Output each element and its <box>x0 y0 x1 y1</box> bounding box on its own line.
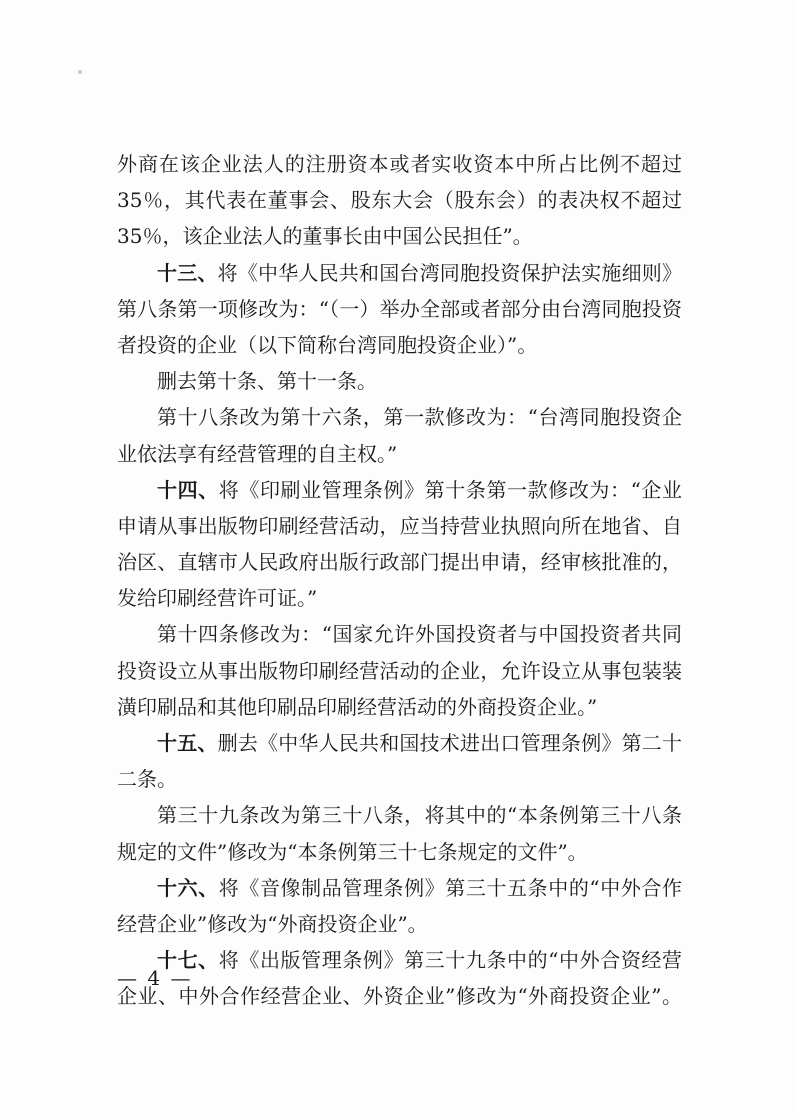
text-line: 第八条第一项修改为：“（一）举办全部或者部分由台湾同胞投资 <box>117 296 682 321</box>
text-line: 第十八条改为第十六条，第一款修改为：“台湾同胞投资企 <box>157 405 682 430</box>
text-line: 企业、中外合作经营企业、外资企业”修改为“外商投资企业”。 <box>117 984 682 1009</box>
text-line: 者投资的企业（以下简称台湾同胞投资企业）”。 <box>117 332 538 357</box>
text-line: 规定的文件”修改为“本条例第三十七条规定的文件”。 <box>117 839 588 864</box>
text-line: 潢印刷品和其他印刷品印刷经营活动的外商投资企业。” <box>117 694 598 719</box>
page-number: — 4 — <box>117 966 193 990</box>
text-line: 业依法享有经营管理的自主权。” <box>117 441 398 466</box>
text-line: 35％，其代表在董事会、股东大会（股东会）的表决权不超过 <box>117 188 682 213</box>
text-line: 发给印刷经营许可证。” <box>117 586 318 611</box>
text-line: 删去第十条、第十一条。 <box>157 369 377 394</box>
text-line: 治区、直辖市人民政府出版行政部门提出申请，经审核批准的， <box>117 550 682 575</box>
article-16-heading: 十六、将《音像制品管理条例》第三十五条中的“中外合作 <box>157 875 682 900</box>
document-body <box>117 146 682 1015</box>
text-line: 二条。 <box>117 767 177 792</box>
text-line: 外商在该企业法人的注册资本或者实收资本中所占比例不超过 <box>117 152 682 176</box>
text-line: 投资设立从事出版物印刷经营活动的企业，允许设立从事包装装 <box>117 658 682 683</box>
article-17-heading: 十七、将《出版管理条例》第三十九条中的“中外合资经营 <box>157 948 682 973</box>
article-14-heading: 十四、将《印刷业管理条例》第十条第一款修改为：“企业 <box>157 477 682 502</box>
article-13-heading: 十三、将《中华人民共和国台湾同胞投资保护法实施细则》 <box>157 260 682 285</box>
text-line: 经营企业”修改为“外商投资企业”。 <box>117 911 428 936</box>
article-15-heading: 十五、删去《中华人民共和国技术进出口管理条例》第二十 <box>157 731 682 755</box>
text-line: 第三十九条改为第三十八条，将其中的“本条例第三十八条 <box>157 803 682 828</box>
scan-speck <box>78 70 82 74</box>
text-line: 第十四条修改为：“国家允许外国投资者与中国投资者共同 <box>157 622 682 647</box>
text-line: 35％，该企业法人的董事长由中国公民担任”。 <box>117 224 533 249</box>
text-line: 申请从事出版物印刷经营活动，应当持营业执照向所在地省、自 <box>117 513 682 538</box>
